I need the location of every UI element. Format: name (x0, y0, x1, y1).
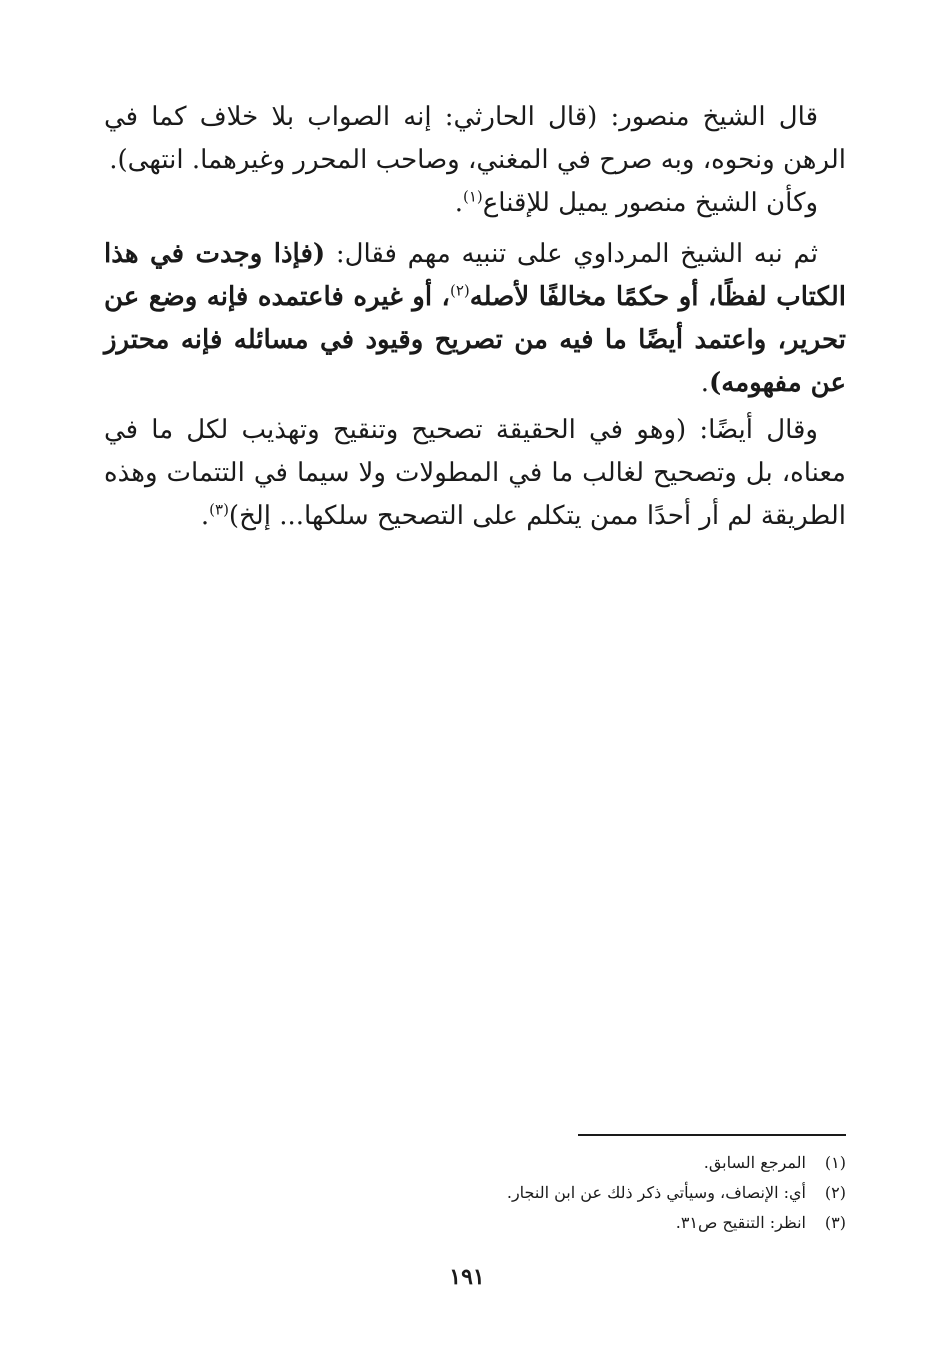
paragraph-iqna: وكأن الشيخ منصور يميل للإقناع$^{(١)}$. (454, 187, 818, 218)
footnote-number: (٢) (824, 1183, 846, 1202)
page-number: ١٩١ (449, 1264, 485, 1290)
paragraph-text: وكأن الشيخ منصور يميل للإقناع (482, 188, 818, 218)
footnote-ref-1[interactable]: (١) (462, 187, 483, 206)
paragraph-text: قال الشيخ منصور: (قال الحارثي: إنه الصواب بلا خلاف كما في الرهن ونحوه، وبه صرح في المغني، وصاحب المحرر وغيرهما. انتهى). (104, 102, 846, 175)
footnote-number: (٣) (824, 1213, 846, 1232)
paragraph-text: وقال أيضًا: (وهو في الحقيقة تصحيح وتنقيح وتهذيب لكل ما في معناه، بل وتصحيح لغالب ما في المطولات ولا سيما في التتمات وهذه الطريقة لم أر أحدًا ممن يتكلم على التصحيح سلكها... إلخ) (104, 415, 846, 531)
footnote-text: المرجع السابق. (703, 1153, 806, 1172)
paragraph-tanqih-description: وقال أيضًا: (وهو في الحقيقة تصحيح وتنقيح وتهذيب لكل ما في معناه، بل وتصحيح لغالب ما في المطولات ولا سيما في التتمات وهذه الطريقة لم أر أحدًا ممن يتكلم على التصحيح سلكها... إلخ)$^{(٣)}$. (104, 415, 846, 531)
footnote-text: انظر: التنقيح ص٣١. (675, 1213, 806, 1232)
footnote-ref-3[interactable]: (٣) (209, 500, 229, 519)
footnote-item (300, 1148, 846, 1178)
paragraph-quote-harithi (104, 96, 846, 182)
bold-quote-continued: ، أو غيره فاعتمده فإنه وضع عن تحرير، واعتمد أيضًا ما فيه من تصريح وقيود في مسائله فإنه محترز عن مفهومه) (104, 282, 846, 398)
bold-quote: (فإذا وجدت في هذا الكتاب لفظًا، أو حكمًا مخالفًا لأصله (104, 239, 846, 312)
footnote-item (300, 1208, 846, 1238)
footnote-text: أي: الإنصاف، وسيأتي ذكر ذلك عن ابن النجار. (506, 1183, 806, 1202)
footnote-ref-2[interactable]: (٢) (449, 281, 470, 300)
paragraph-text: ثم نبه الشيخ المرداوي على تنبيه مهم فقال: (325, 239, 818, 269)
footnote-number: (١) (824, 1153, 846, 1172)
paragraph-mardawi-note: ثم نبه الشيخ المرداوي على تنبيه مهم فقال: (فإذا وجدت في هذا الكتاب لفظًا، أو حكمًا مخالفًا لأصله$^{(٢)}$، أو غيره فاعتمده فإنه وضع عن تحرير، واعتمد أيضًا ما فيه من تصريح وقيود في مسائله فإنه محترز عن مفهومه). (104, 239, 846, 398)
footnote-item (300, 1178, 846, 1208)
footnotes (300, 1148, 846, 1238)
main-text (104, 96, 846, 542)
footnote-divider (578, 1134, 846, 1136)
